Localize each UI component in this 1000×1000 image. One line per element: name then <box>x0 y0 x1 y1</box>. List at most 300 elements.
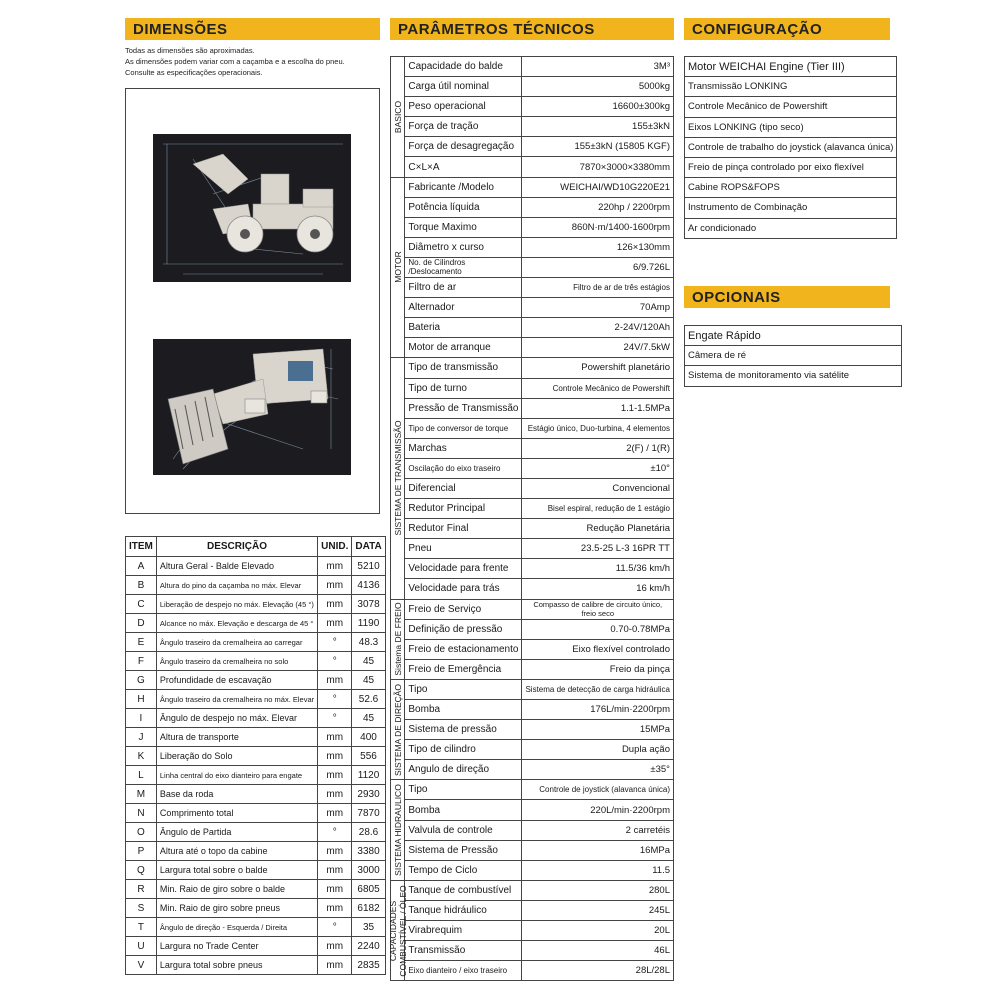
item-cell: D <box>126 614 157 633</box>
unit-cell: mm <box>318 861 352 880</box>
table-row <box>391 237 674 257</box>
item-cell: P <box>126 842 157 861</box>
data-cell: 3078 <box>352 595 385 614</box>
data-cell: 2835 <box>352 956 385 975</box>
param-label: Redutor Principal <box>405 499 522 519</box>
table-row <box>391 398 674 418</box>
item-cell: I <box>126 709 157 728</box>
param-value: 5000kg <box>522 77 674 97</box>
table-row <box>391 458 674 478</box>
param-value: 6/9.726L <box>522 257 674 277</box>
unit-cell: mm <box>318 576 352 595</box>
dimensions-notes <box>125 45 345 78</box>
config-item: Instrumento de Combinação <box>685 198 897 218</box>
group-label-cell <box>391 780 405 880</box>
tech-header <box>390 18 674 40</box>
group-label: BASICO <box>392 100 403 133</box>
param-value: Eixo flexível controlado <box>522 639 674 659</box>
table-row <box>126 918 386 937</box>
description-cell: Largura total sobre pneus <box>156 956 317 975</box>
param-label: Sistema de pressão <box>405 720 522 740</box>
data-cell: 6182 <box>352 899 385 918</box>
param-label: Tipo de turno <box>405 378 522 398</box>
table-row <box>391 278 674 298</box>
param-value: 16600±300kg <box>522 97 674 117</box>
list-item <box>685 326 902 346</box>
param-value: 16 km/h <box>522 579 674 599</box>
param-value: 1.1-1.5MPa <box>522 398 674 418</box>
column-header: UNID. <box>318 537 352 557</box>
table-row <box>391 177 674 197</box>
tech-params-table <box>387 56 674 981</box>
config-title: CONFIGURAÇÃO <box>692 20 823 38</box>
param-label: Bateria <box>405 318 522 338</box>
list-item <box>685 97 897 117</box>
param-label: Sistema de Pressão <box>405 840 522 860</box>
description-cell: Ângulo traseiro da cremalheira no solo <box>156 652 317 671</box>
item-cell: C <box>126 595 157 614</box>
config-item: Controle de trabalho do joystick (alavanca única) <box>685 137 897 157</box>
table-row <box>126 652 386 671</box>
unit-cell: mm <box>318 880 352 899</box>
list-item <box>685 77 897 97</box>
table-row <box>126 576 386 595</box>
table-row <box>126 880 386 899</box>
table-row <box>391 579 674 599</box>
description-cell: Profundidade de escavação <box>156 671 317 690</box>
item-cell: R <box>126 880 157 899</box>
table-row <box>391 880 674 900</box>
table-row <box>391 820 674 840</box>
unit-cell: mm <box>318 671 352 690</box>
config-table <box>684 56 897 239</box>
description-cell: Altura de transporte <box>156 728 317 747</box>
data-cell: 2930 <box>352 785 385 804</box>
unit-cell: mm <box>318 747 352 766</box>
table-row <box>391 679 674 699</box>
table-row <box>391 941 674 961</box>
param-value: Sistema de detecção de carga hidráulica <box>522 679 674 699</box>
param-value: 220hp / 2200rpm <box>522 197 674 217</box>
param-label: Angulo de direção <box>405 760 522 780</box>
param-label: No. de Cilindros /Deslocamento <box>405 257 522 277</box>
table-row <box>391 338 674 358</box>
item-cell: A <box>126 557 157 576</box>
dimensions-table-body <box>126 557 386 975</box>
table-row <box>126 709 386 728</box>
group-label-cell <box>391 599 405 679</box>
param-value: 2 carretéis <box>522 820 674 840</box>
data-cell: 7870 <box>352 804 385 823</box>
table-row <box>391 438 674 458</box>
table-row <box>126 823 386 842</box>
unit-cell: mm <box>318 614 352 633</box>
unit-cell: ° <box>318 652 352 671</box>
data-cell: 6805 <box>352 880 385 899</box>
table-row <box>391 157 674 177</box>
group-label: MOTOR <box>392 251 403 284</box>
description-cell: Ângulo traseiro da cremalheira ao carregar <box>156 633 317 652</box>
table-row <box>126 595 386 614</box>
table-row <box>126 690 386 709</box>
top-view-diagram <box>153 339 351 475</box>
table-row <box>391 378 674 398</box>
param-label: Velocidade para trás <box>405 579 522 599</box>
group-label-cell <box>391 679 405 779</box>
param-value: 155±3kN (15805 KGF) <box>522 137 674 157</box>
param-value: 11.5 <box>522 860 674 880</box>
description-cell: Alcance no máx. Elevação e descarga de 45 ° <box>156 614 317 633</box>
param-label: C×L×A <box>405 157 522 177</box>
param-label: Definição de pressão <box>405 619 522 639</box>
table-row <box>391 499 674 519</box>
param-label: Carga útil nominal <box>405 77 522 97</box>
list-item <box>685 137 897 157</box>
item-cell: K <box>126 747 157 766</box>
param-value: 280L <box>522 880 674 900</box>
table-row <box>391 519 674 539</box>
config-item: Eixos LONKING (tipo seco) <box>685 117 897 137</box>
data-cell: 400 <box>352 728 385 747</box>
table-row <box>391 257 674 277</box>
param-value: ±10° <box>522 458 674 478</box>
table-row <box>391 860 674 880</box>
param-label: Tempo de Ciclo <box>405 860 522 880</box>
table-row <box>126 633 386 652</box>
unit-cell: mm <box>318 804 352 823</box>
note-line: Todas as dimensões são aproximadas. <box>125 46 255 55</box>
param-label: Tanque de combustível <box>405 880 522 900</box>
param-label: Diâmetro x curso <box>405 237 522 257</box>
dimensions-header <box>125 18 380 40</box>
data-cell: 4136 <box>352 576 385 595</box>
optional-title: OPCIONAIS <box>692 288 781 306</box>
param-value: 23.5-25 L-3 16PR TT <box>522 539 674 559</box>
table-row <box>126 956 386 975</box>
description-cell: Comprimento total <box>156 804 317 823</box>
table-row <box>126 557 386 576</box>
list-item <box>685 218 897 238</box>
param-label: Bomba <box>405 800 522 820</box>
table-row <box>391 318 674 338</box>
table-row <box>391 780 674 800</box>
group-label: SISTEMA DE DIREÇÃO <box>392 683 403 776</box>
group-label: CAPACIDADES COMBUSTÍVEL / ÓLEO <box>387 884 408 977</box>
data-cell: 3000 <box>352 861 385 880</box>
table-row <box>126 937 386 956</box>
param-label: Força de desagregação <box>405 137 522 157</box>
param-value: 2(F) / 1(R) <box>522 438 674 458</box>
item-cell: H <box>126 690 157 709</box>
item-cell: G <box>126 671 157 690</box>
param-label: Freio de Emergência <box>405 659 522 679</box>
param-value: 176L/min·2200rpm <box>522 700 674 720</box>
param-label: Torque Maximo <box>405 217 522 237</box>
param-value: 20L <box>522 921 674 941</box>
param-value: WEICHAI/WD10G220E21 <box>522 177 674 197</box>
param-label: Freio de Serviço <box>405 599 522 619</box>
data-cell: 52.6 <box>352 690 385 709</box>
data-cell: 45 <box>352 671 385 690</box>
item-cell: O <box>126 823 157 842</box>
param-value: 126×130mm <box>522 237 674 257</box>
param-label: Fabricante /Modelo <box>405 177 522 197</box>
data-cell: 1190 <box>352 614 385 633</box>
table-row <box>391 137 674 157</box>
data-cell: 1120 <box>352 766 385 785</box>
unit-cell: mm <box>318 956 352 975</box>
param-label: Tipo de conversor de torque <box>405 418 522 438</box>
param-label: Pressão de Transmissão <box>405 398 522 418</box>
side-view-diagram <box>153 134 351 282</box>
param-value: Compasso de calibre de circuito único, freio seco <box>522 599 674 619</box>
description-cell: Min. Raio de giro sobre pneus <box>156 899 317 918</box>
param-value: Bisel espiral, redução de 1 estágio <box>522 499 674 519</box>
table-header-row <box>126 537 386 557</box>
optional-header <box>684 286 890 308</box>
table-row <box>391 418 674 438</box>
param-label: Tipo <box>405 679 522 699</box>
tech-title: PARÂMETROS TÉCNICOS <box>398 20 595 38</box>
param-label: Potência líquida <box>405 197 522 217</box>
param-label: Valvula de controle <box>405 820 522 840</box>
param-label: Transmissão <box>405 941 522 961</box>
data-cell: 45 <box>352 652 385 671</box>
table-row <box>391 539 674 559</box>
table-row <box>126 861 386 880</box>
note-line: Consulte as especificações operacionais. <box>125 68 263 77</box>
table-row <box>391 840 674 860</box>
optional-item: Sistema de monitoramento via satélite <box>685 366 902 386</box>
unit-cell: mm <box>318 728 352 747</box>
param-label: Força de tração <box>405 117 522 137</box>
param-value: Convencional <box>522 478 674 498</box>
description-cell: Min. Raio de giro sobre o balde <box>156 880 317 899</box>
optional-table-body <box>685 326 902 387</box>
description-cell: Liberação de despejo no máx. Elevação (45 °) <box>156 595 317 614</box>
data-cell: 5210 <box>352 557 385 576</box>
param-label: Capacidade do balde <box>405 57 522 77</box>
param-value: 46L <box>522 941 674 961</box>
description-cell: Ângulo de despejo no máx. Elevar <box>156 709 317 728</box>
param-value: 3M³ <box>522 57 674 77</box>
param-value: 245L <box>522 900 674 920</box>
table-row <box>391 57 674 77</box>
item-cell: V <box>126 956 157 975</box>
param-value: 220L/min·2200rpm <box>522 800 674 820</box>
description-cell: Base da roda <box>156 785 317 804</box>
config-item: Transmissão LONKING <box>685 77 897 97</box>
unit-cell: ° <box>318 633 352 652</box>
group-label: Sistema DE FREIO <box>392 602 403 676</box>
group-label-cell <box>391 177 405 358</box>
table-row <box>391 478 674 498</box>
param-label: Freio de estacionamento <box>405 639 522 659</box>
item-cell: Q <box>126 861 157 880</box>
unit-cell: mm <box>318 937 352 956</box>
table-row <box>391 800 674 820</box>
unit-cell: ° <box>318 690 352 709</box>
table-row <box>126 785 386 804</box>
tech-params-body <box>387 57 674 981</box>
group-label: SISTEMA DE TRANSMISSÃO <box>392 420 403 537</box>
dimensions-table <box>125 536 386 975</box>
config-item: Cabine ROPS&FOPS <box>685 178 897 198</box>
table-row <box>391 77 674 97</box>
unit-cell: ° <box>318 709 352 728</box>
table-row <box>126 766 386 785</box>
unit-cell: mm <box>318 766 352 785</box>
item-cell: N <box>126 804 157 823</box>
param-value: 155±3kN <box>522 117 674 137</box>
description-cell: Ângulo de direção - Esquerda / Direita <box>156 918 317 937</box>
item-cell: T <box>126 918 157 937</box>
data-cell: 45 <box>352 709 385 728</box>
unit-cell: mm <box>318 899 352 918</box>
param-value: 7870×3000×3380mm <box>522 157 674 177</box>
column-header: DESCRIÇÃO <box>156 537 317 557</box>
description-cell: Largura total sobre o balde <box>156 861 317 880</box>
column-header: ITEM <box>126 537 157 557</box>
param-value: 0.70-0.78MPa <box>522 619 674 639</box>
table-row <box>391 740 674 760</box>
group-label-cell <box>391 358 405 599</box>
param-label: Pneu <box>405 539 522 559</box>
param-label: Alternador <box>405 298 522 318</box>
unit-cell: mm <box>318 842 352 861</box>
list-item <box>685 346 902 366</box>
data-cell: 35 <box>352 918 385 937</box>
item-cell: E <box>126 633 157 652</box>
list-item <box>685 117 897 137</box>
data-cell: 556 <box>352 747 385 766</box>
table-row <box>391 639 674 659</box>
param-label: Redutor Final <box>405 519 522 539</box>
data-cell: 28.6 <box>352 823 385 842</box>
param-label: Tipo de transmissão <box>405 358 522 378</box>
table-row <box>126 728 386 747</box>
group-label: SISTEMA HIDRAULICO <box>392 784 403 876</box>
group-label-cell <box>387 880 408 980</box>
param-value: 70Amp <box>522 298 674 318</box>
param-value: Estágio único, Duo-turbina, 4 elementos <box>522 418 674 438</box>
param-value: Freio da pinça <box>522 659 674 679</box>
list-item <box>685 198 897 218</box>
param-value: Powershift planetário <box>522 358 674 378</box>
table-row <box>391 760 674 780</box>
column-header: DATA <box>352 537 385 557</box>
param-label: Tipo <box>405 780 522 800</box>
param-value: Redução Planetária <box>522 519 674 539</box>
table-row <box>126 671 386 690</box>
table-row <box>391 900 674 920</box>
description-cell: Ângulo traseiro da cremalheira no máx. Elevar <box>156 690 317 709</box>
description-cell: Ângulo de Partida <box>156 823 317 842</box>
table-row <box>391 961 674 981</box>
description-cell: Linha central do eixo dianteiro para engate <box>156 766 317 785</box>
table-row <box>391 700 674 720</box>
description-cell: Liberação do Solo <box>156 747 317 766</box>
param-value: Dupla ação <box>522 740 674 760</box>
optional-table <box>684 325 902 387</box>
table-row <box>391 197 674 217</box>
param-value: 11.5/36 km/h <box>522 559 674 579</box>
table-row <box>126 614 386 633</box>
list-item <box>685 157 897 177</box>
config-item: Motor WEICHAI Engine (Tier III) <box>685 57 897 77</box>
optional-item: Câmera de ré <box>685 346 902 366</box>
table-row <box>391 659 674 679</box>
param-value: 16MPa <box>522 840 674 860</box>
item-cell: U <box>126 937 157 956</box>
param-value: Filtro de ar de três estágios <box>522 278 674 298</box>
table-row <box>391 921 674 941</box>
data-cell: 3380 <box>352 842 385 861</box>
data-cell: 48.3 <box>352 633 385 652</box>
item-cell: B <box>126 576 157 595</box>
param-value: 2-24V/120Ah <box>522 318 674 338</box>
param-value: ±35° <box>522 760 674 780</box>
unit-cell: ° <box>318 823 352 842</box>
table-row <box>391 599 674 619</box>
table-row <box>391 217 674 237</box>
param-value: 24V/7.5kW <box>522 338 674 358</box>
param-label: Bomba <box>405 700 522 720</box>
param-label: Tipo de cilindro <box>405 740 522 760</box>
param-label: Virabrequim <box>405 921 522 941</box>
param-label: Marchas <box>405 438 522 458</box>
item-cell: S <box>126 899 157 918</box>
item-cell: L <box>126 766 157 785</box>
table-row <box>126 804 386 823</box>
param-label: Motor de arranque <box>405 338 522 358</box>
description-cell: Altura até o topo da cabine <box>156 842 317 861</box>
param-label: Oscilação do eixo traseiro <box>405 458 522 478</box>
config-item: Controle Mecânico de Powershift <box>685 97 897 117</box>
param-value: Controle de joystick (alavanca única) <box>522 780 674 800</box>
table-row <box>391 117 674 137</box>
description-cell: Altura do pino da caçamba no máx. Elevar <box>156 576 317 595</box>
param-value: 28L/28L <box>522 961 674 981</box>
table-row <box>391 97 674 117</box>
config-item: Freio de pinça controlado por eixo flexível <box>685 157 897 177</box>
param-label: Peso operacional <box>405 97 522 117</box>
unit-cell: ° <box>318 918 352 937</box>
table-row <box>126 747 386 766</box>
config-table-body <box>685 57 897 239</box>
table-row <box>391 298 674 318</box>
param-label: Diferencial <box>405 478 522 498</box>
param-value: Controle Mecânico de Powershift <box>522 378 674 398</box>
description-cell: Altura Geral - Balde Elevado <box>156 557 317 576</box>
dimensions-title: DIMENSÕES <box>133 20 228 38</box>
table-row <box>391 358 674 378</box>
diagram-frame <box>125 88 380 514</box>
unit-cell: mm <box>318 557 352 576</box>
optional-item: Engate Rápido <box>685 326 902 346</box>
table-row <box>391 619 674 639</box>
param-label: Filtro de ar <box>405 278 522 298</box>
param-value: 860N·m/1400-1600rpm <box>522 217 674 237</box>
list-item <box>685 57 897 77</box>
param-value: 15MPa <box>522 720 674 740</box>
item-cell: M <box>126 785 157 804</box>
table-row <box>126 842 386 861</box>
group-label-cell <box>391 57 405 178</box>
table-row <box>126 899 386 918</box>
table-row <box>391 720 674 740</box>
config-header <box>684 18 890 40</box>
